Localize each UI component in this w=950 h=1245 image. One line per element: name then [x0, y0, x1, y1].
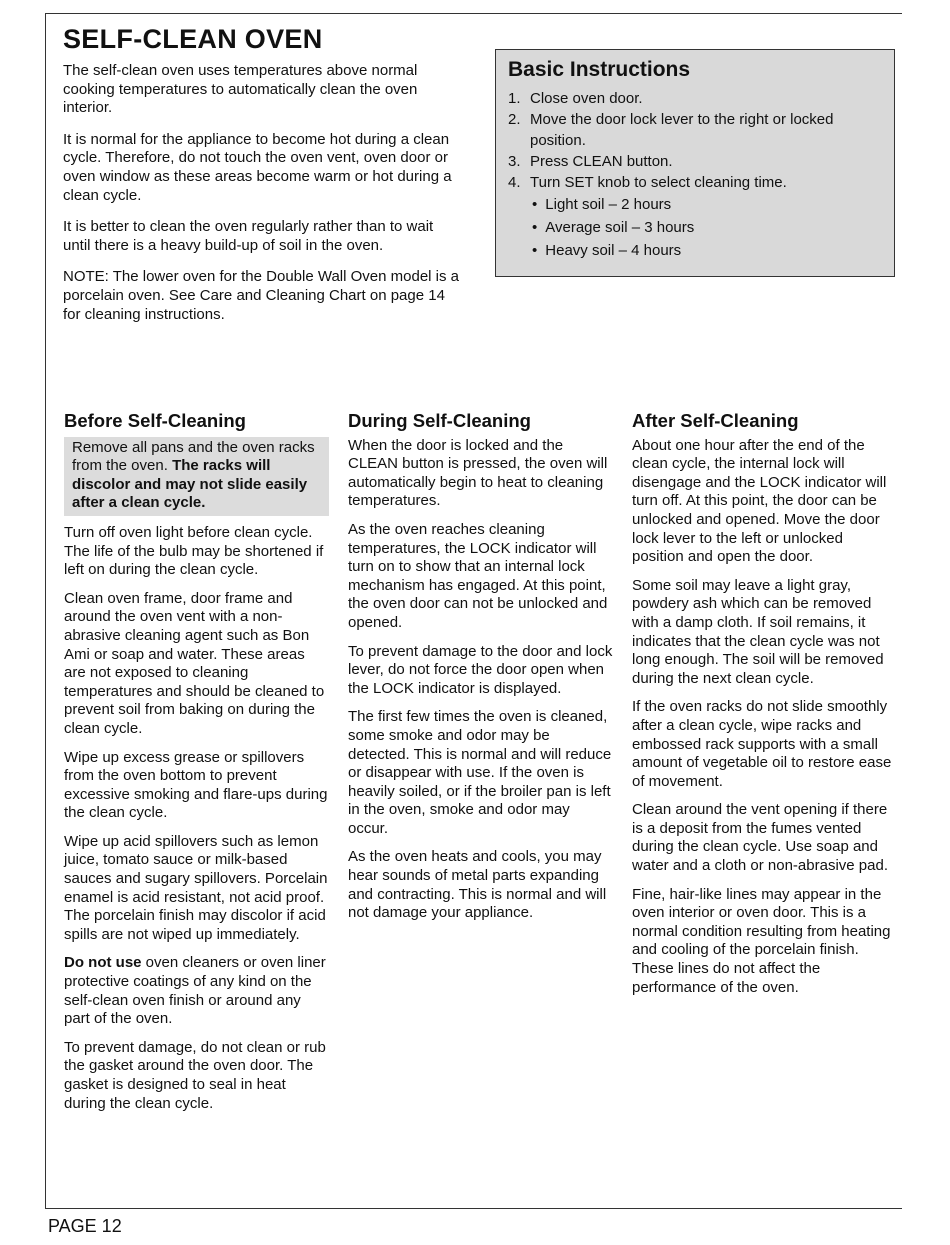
step-text: Turn SET knob to select cleaning time.: [530, 174, 787, 191]
intro-paragraph: It is better to clean the oven regularly rather than to wait until there is a heavy build-up of soil in the oven.: [63, 218, 434, 254]
rack-warning: [64, 437, 329, 516]
before-paragraph: To prevent damage, do not clean or rub the gasket around the oven door. The gasket is designed to seal in heat during the clean cycle.: [64, 1038, 326, 1112]
steps-list: [508, 88, 884, 193]
intro-section: [63, 62, 461, 337]
basic-instructions-title: Basic Instructions: [508, 58, 691, 81]
after-paragraph: Fine, hair-like lines may appear in the oven interior or oven door. This is a normal condition resulting from heating and cooling of the porcelain finish. These lines do not affect the performance of the oven.: [632, 885, 891, 996]
basic-instructions-box: [495, 49, 895, 277]
rack-warning-bold: The racks will discolor and may not slide easily after a clean cycle.: [72, 457, 308, 512]
after-paragraph: If the oven racks do not slide smoothly after a clean cycle, wipe racks and embossed rack supports with a small amount of vegetable oil to restore ease of movement.: [632, 698, 892, 790]
after-heading: After Self-Cleaning: [632, 410, 799, 431]
top-rule: [45, 13, 902, 14]
do-not-use-bold: Do not use: [64, 954, 142, 972]
soil-time-list: [508, 193, 884, 262]
during-paragraph: The first few times the oven is cleaned, some smoke and odor may be detected. This is normal and will reduce or disappear with use. If the oven is heavily soiled, or if the broiler pan is left in the oven, smoke and odor may occur.: [348, 708, 612, 837]
during-paragraph: To prevent damage to the door and lock lever, do not force the door open when the LOCK indicator is displayed.: [348, 642, 613, 697]
step-number: 3.: [508, 153, 521, 170]
step-text: Move the door lock lever to the right or locked position.: [530, 111, 834, 149]
step-text: Press CLEAN button.: [530, 153, 673, 170]
after-paragraph: About one hour after the end of the clean cycle, the internal lock will disengage and the LOCK indicator will turn off. At this point, the door can be unlocked and opened. Move the door lock lever to the left or unlocked position and open the door.: [632, 436, 887, 566]
rack-warning-text: Remove all pans and the oven racks from the oven.: [72, 438, 315, 475]
step-number: 4.: [508, 174, 521, 191]
before-paragraph: Wipe up acid spillovers such as lemon juice, tomato sauce or milk-based sauces and sugary spillovers. Porcelain enamel is acid resistant, not acid proof. The porcelain finish may discolor if acid spills are not wiped up immediately.: [64, 832, 328, 943]
before-paragraph: Turn off oven light before clean cycle. The life of the bulb may be shortened if left on during the clean cycle.: [64, 523, 324, 579]
page-title: SELF-CLEAN OVEN: [63, 24, 323, 54]
left-rule: [45, 13, 46, 1208]
intro-paragraph: It is normal for the appliance to become hot during a clean cycle. Therefore, do not touch the oven vent, oven door or oven window as these areas become warm or hot during a clean cycle.: [63, 130, 452, 204]
before-paragraph: Clean oven frame, door frame and around the oven vent with a non-abrasive cleaning agent such as Bon Ami or soap and water. These areas are not exposed to cleaning temperatures and should be cleaned to prevent soil from baking on during the clean cycle.: [64, 589, 325, 737]
step-item: [508, 88, 884, 109]
soil-time-item: • Heavy soil – 4 hours: [532, 239, 884, 262]
do-not-use-text: oven cleaners or oven liner protective coatings of any kind on the self-clean oven finish or around any part of the oven.: [64, 954, 326, 1028]
intro-paragraph: The self-clean oven uses temperatures above normal cooking temperatures to automatically clean the oven interior.: [63, 62, 418, 117]
intro-note: NOTE: The lower oven for the Double Wall Oven model is a porcelain oven. See Care and Cleaning Chart on page 14 for cleaning instructions.: [63, 268, 460, 323]
during-paragraph: When the door is locked and the CLEAN button is pressed, the oven will automatically begin to heat to cleaning temperatures.: [348, 436, 608, 510]
during-self-cleaning-column: [348, 412, 613, 933]
during-paragraph: As the oven heats and cools, you may hear sounds of metal parts expanding and contracting. This is normal and will not damage your appliance.: [348, 848, 607, 922]
before-self-cleaning-column: [64, 412, 329, 1123]
during-heading: During Self-Cleaning: [348, 410, 531, 431]
step-item: [508, 151, 884, 172]
after-paragraph: Clean around the vent opening if there is a deposit from the fumes vented during the clean cycle. Use soap and water and a cloth or non-abrasive pad.: [632, 801, 888, 875]
step-number: 2.: [508, 111, 521, 128]
step-number: 1.: [508, 90, 521, 107]
before-heading: Before Self-Cleaning: [64, 410, 246, 431]
before-paragraph: Wipe up excess grease or spillovers from the oven bottom to prevent excessive smoking and flare-ups during the clean cycle.: [64, 748, 328, 822]
during-paragraph: As the oven reaches cleaning temperatures, the LOCK indicator will turn on to show that an internal lock mechanism has engaged. At this point, the oven door can not be unlocked and opened.: [348, 520, 608, 631]
do-not-use-paragraph: [64, 954, 329, 1028]
soil-time-item: • Average soil – 3 hours: [532, 216, 884, 239]
soil-time-item: • Light soil – 2 hours: [532, 193, 884, 216]
step-item: [508, 172, 884, 193]
step-item: [508, 109, 884, 151]
page-number: PAGE 12: [48, 1216, 122, 1236]
after-paragraph: Some soil may leave a light gray, powdery ash which can be removed with a damp cloth. If soil remains, it indicates that the clean cycle was not long enough. The soil will be removed during the next clean cycle.: [632, 576, 884, 687]
bottom-rule: [45, 1208, 902, 1209]
after-self-cleaning-column: [632, 412, 897, 1007]
step-text: Close oven door.: [530, 90, 643, 107]
